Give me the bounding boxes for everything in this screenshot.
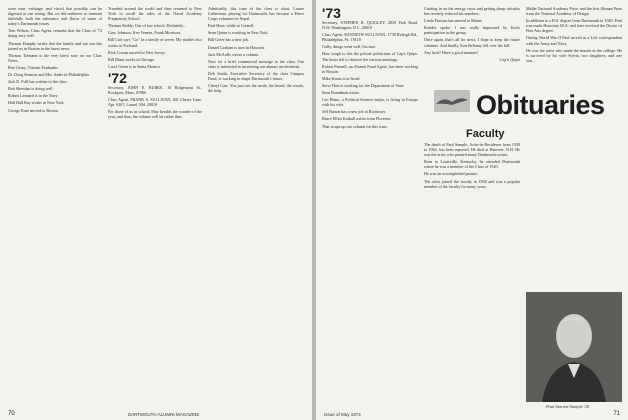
paragraph: The artist joined the faculty in 1938 and was a popular member of the faculty for many years. (424, 178, 520, 189)
paragraph: Bill Carl says "Go" in a family of seven. My mother also works in Portland. (108, 37, 202, 48)
paragraph: Thomas Dunphy writes that the family and our son has joined us in Boston in the latest news. (8, 40, 102, 51)
paragraph: Linda Parsons has moved to Maine. (424, 18, 483, 24)
paragraph: Any luck? Have a good summer! (424, 49, 479, 55)
paragraph: Sean Quinn is working in New York. (208, 30, 269, 36)
paragraph: Thomas Tiemann is the very latest note on our Class Notes. (8, 52, 102, 63)
left-column-1 (8, 6, 102, 115)
right-column-2 (424, 6, 520, 62)
obituary-text (424, 142, 520, 191)
paragraph: Golly, things went well, I'm sure. (322, 44, 377, 50)
paragraph: Jeff Barton has a new job in Rochester. (322, 109, 387, 115)
paragraph: He was an accomplished painter. (424, 171, 478, 177)
paragraph: Mallet National Academy Prize, and the first Altman Prize from the National Academy of Design. (526, 6, 622, 17)
paragraph: That wraps up our column for this issue. (322, 123, 389, 129)
column-signature: Cap'n Quips (499, 56, 520, 62)
paragraph: Dr. Doug Seamon and Mrs. Sadie in Philadelphia. (8, 72, 90, 78)
right-column-3 (526, 6, 622, 65)
paragraph: George Kato moved to Boston. (8, 107, 59, 113)
section-title: Obituaries (476, 90, 605, 120)
class-address: Class Agent, KENNETH SULLIVAN, 1738 Raleigh Rd., Philadelphia, Pa. 19118 (322, 32, 418, 43)
paragraph: Admittedly, this time of the class is short. Laurie Lieberman, playing for Dartmouth, has become a Peace Corps volunteer in Nepal. (208, 6, 304, 22)
class-address: Secretary, STEPHEN R. QUIGLEY, 2030 Park Road, N.W. Washington, D.C. 20010 (322, 20, 418, 31)
paragraph: Traveled around the world and then returned to New York to recall the tales of the Naval Academy Preparatory School. (108, 6, 202, 22)
left-column-2 (108, 6, 202, 122)
paragraph: Jack D. Prill has written to the class. (8, 79, 68, 85)
paragraph: Bob Sheridan is doing well. (8, 86, 54, 92)
paragraph: Pete Geary, Vincent Fairbanks. (8, 64, 59, 70)
paragraph: He was the artist who made the murals in the college. He is survived by his wife Sylvia, two daughters, and one son. (526, 47, 622, 63)
bird-photo (434, 90, 470, 112)
paragraph: store vine, verbiage, and vitriol that possibly can be digested at one sitting. But we did endeavor to transmit faithfully both the substance and flavor of some of today's Dartmouth issues. (8, 6, 102, 27)
paragraph: Thomas Reddy: Our of law school. Definitely... (108, 23, 186, 29)
paragraph: Carol Green is in Santa Monica. (108, 63, 161, 69)
paragraph: Rick Cowan moved to New Jersey. (108, 49, 166, 55)
paragraph: Tom Wilson, Class Agent, remarks that the Class of '72 doing very well. (8, 28, 102, 39)
paragraph: Paul Haas: while at Cornell. (208, 23, 255, 29)
paragraph: Cashing in on the energy crisis and getting sharp calculus has recently reduced his numbers. (424, 6, 520, 17)
class-address: Secretary, JOHN E. BURKE, 16 Ridgemont St., Rockport, Mass. 01966 (108, 84, 202, 96)
paragraph: Hall Hall Ray works in New York. (8, 100, 65, 106)
paragraph: Mike Kraus is in Israel. (322, 75, 361, 81)
page-number: 70 (8, 411, 15, 417)
photo-caption: Paul Starrett Sample '20 (546, 404, 590, 409)
bird-icon (434, 90, 470, 112)
paragraph: Bill Blum works in Chicago. (108, 56, 156, 62)
paragraph: Kreider spoke, I was really impressed by Ken's participation in the group. (424, 25, 520, 36)
paragraph: Deb Smith, Executive Secretary of the class Campus Fund, is working to shape Dartmouth's future. (208, 70, 304, 82)
faculty-heading: Faculty (466, 128, 505, 140)
paragraph: Once again, that's all for news. I hope to keep the future columns. And finally, Ken Bellamy fell over the hill. (424, 37, 520, 48)
paragraph: Daniel Graham is now in Houston. (208, 44, 266, 50)
class-address: Class Agent, FRANK S. SULLIVAN, 401 Cherry Lane, Apt. 6307, Laurel, Md. 20810 (108, 97, 202, 108)
portrait-icon (526, 292, 622, 402)
paragraph: How tough is this the private politicians of Cap's Quips. The hosts left to observe the various meetings. (322, 51, 418, 62)
left-page (0, 0, 312, 420)
paragraph: Bill Greer has a new job. (208, 37, 249, 43)
paragraph: Robert Pennell, an Alumni Fund Agent, has been working in Boston. (322, 63, 418, 74)
paragraph: Sean Boardman writes. (322, 90, 361, 96)
paragraph: Gary Johnson, Ken Vernon, Frank Morrison. (108, 30, 182, 36)
paragraph: Now for a brief commercial message to the class. Our class is interested in increasing our alumni involvement. (208, 58, 304, 69)
paragraph: Robert Leonard is in the Navy. (8, 93, 59, 99)
paragraph: Born in Louisville, Kentucky, he attended Dartmouth where he was a member of the Class of 1920. (424, 159, 520, 170)
class-year-heading: '72 (108, 69, 127, 86)
paragraph: In addition to a B.S. degree from Dartmouth in 1920, Paul was made Honorary M.A. and later received the Doctor of Fine Arts degree. (526, 18, 622, 34)
paragraph: During World War II Paul served as a Life correspondent with the Army and Navy. (526, 35, 622, 46)
paragraph: Jack McArdle writes a column. (208, 51, 260, 57)
paragraph: Steve Hart is working for the Department of State. (322, 82, 405, 88)
paragraph: Cheryl Carr: You just see the smile, the beard, the words, the help. (208, 83, 304, 94)
right-column-1 (322, 6, 418, 131)
paragraph: The death of Paul Sample, Artist-in-Residence from 1938 to 1962, has been reported. He died at Hanover, N.H. He was the artist who painted many Dartmouth scenes. (424, 142, 520, 158)
page-number: 71 (613, 411, 620, 417)
paragraph: Leo Blanc, a Political Science major, is living in Europe with his wife. (322, 97, 418, 108)
paragraph: Bruce Elliot Katkall writes from Florence. (322, 116, 392, 122)
left-column-3 (208, 6, 304, 95)
paragraph: For those of us in school, May heralds the wonder of the year, and thus, the volume will be rather thin. (108, 109, 202, 120)
page-footer: DARTMOUTH ALUMNI MAGAZINE (128, 412, 200, 417)
right-page (316, 0, 628, 420)
portrait-photo (526, 292, 622, 402)
class-year-heading: '73 (322, 5, 341, 21)
page-footer: Issue of May 1974 (324, 412, 361, 417)
